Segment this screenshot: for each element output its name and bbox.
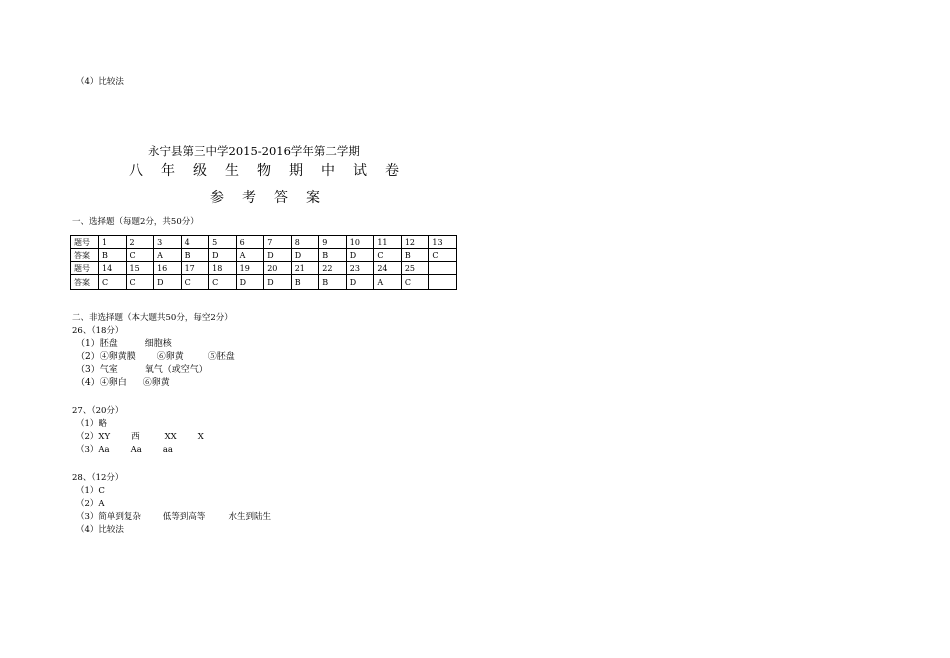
table-row (71, 249, 457, 262)
table-cell: 19 (236, 262, 264, 275)
table-cell (429, 275, 457, 290)
answer-text: X (197, 432, 204, 442)
row-label: 答案 (71, 275, 99, 290)
q26-title: 26、（18分） (72, 326, 124, 336)
choice-answer-table (70, 235, 457, 290)
answer-text: （2）A (76, 499, 105, 509)
table-cell: 3 (154, 236, 182, 249)
answer-text: aa (162, 445, 173, 455)
answer-text: 西 (131, 432, 140, 442)
table-cell: 21 (291, 262, 319, 275)
answer-text: 水生到陆生 (228, 512, 271, 522)
table-cell: 15 (126, 262, 154, 275)
table-cell: C (401, 275, 429, 290)
answer-text: 细胞核 (144, 339, 172, 349)
table-cell: 20 (264, 262, 292, 275)
table-cell: C (374, 249, 402, 262)
table-cell: 14 (99, 262, 127, 275)
q27-line-3 (76, 445, 173, 455)
exam-title: 八年级生物期中试卷 (129, 163, 417, 179)
table-cell: 10 (346, 236, 374, 249)
q26-line-3 (76, 365, 208, 375)
table-cell: 2 (126, 236, 154, 249)
table-cell: 23 (346, 262, 374, 275)
school-line: 永宁县第三中学2015-2016学年第二学期 (148, 144, 360, 158)
table-cell: B (181, 249, 209, 262)
table-cell: 12 (401, 236, 429, 249)
answer-subtitle: 参考答案 (210, 190, 338, 206)
table-row (71, 275, 457, 290)
table-cell: 8 (291, 236, 319, 249)
table-cell: C (181, 275, 209, 290)
answer-text: （3）气室 (76, 365, 118, 375)
table-cell: D (154, 275, 182, 290)
table-cell: D (209, 249, 237, 262)
table-cell: D (264, 249, 292, 262)
table-cell: B (401, 249, 429, 262)
q27-title: 27、（20分） (72, 406, 124, 416)
answer-text: （2）XY (76, 432, 111, 442)
answer-text: ⑥卵黄 (156, 352, 184, 362)
answer-text: ⑤胚盘 (207, 352, 235, 362)
table-cell: 11 (374, 236, 402, 249)
table-cell: D (236, 275, 264, 290)
table-cell: D (346, 249, 374, 262)
table-cell: C (209, 275, 237, 290)
row-label: 答案 (71, 249, 99, 262)
table-cell: C (429, 249, 457, 262)
table-cell: D (291, 249, 319, 262)
answer-text: （2）④卵黄膜 (76, 352, 136, 362)
q27-line-1 (76, 419, 107, 429)
answer-text: （3）Aa (76, 445, 110, 455)
answer-text: 低等到高等 (162, 512, 206, 522)
answer-text: ⑥卵黄 (142, 378, 170, 388)
table-cell: B (319, 249, 347, 262)
table-cell: D (264, 275, 292, 290)
row-label: 题号 (71, 262, 99, 275)
table-cell: 16 (154, 262, 182, 275)
table-cell: 22 (319, 262, 347, 275)
table-cell: 7 (264, 236, 292, 249)
table-cell: C (126, 249, 154, 262)
table-cell: 9 (319, 236, 347, 249)
table-cell: C (99, 275, 127, 290)
table-cell: 4 (181, 236, 209, 249)
table-cell: 6 (236, 236, 264, 249)
table-cell (429, 262, 457, 275)
row-label: 题号 (71, 236, 99, 249)
q28-title: 28、（12分） (72, 473, 124, 483)
answer-text: （3）简单到复杂 (76, 512, 141, 522)
table-cell: C (126, 275, 154, 290)
table-cell: 17 (181, 262, 209, 275)
table-cell: 1 (99, 236, 127, 249)
q28-line-4 (76, 525, 124, 535)
q27-line-2 (76, 432, 204, 442)
table-cell: 18 (209, 262, 237, 275)
answer-text: （1）略 (76, 419, 107, 429)
table-row (71, 262, 457, 275)
table-cell: 25 (401, 262, 429, 275)
table-cell: 5 (209, 236, 237, 249)
top-note: （4）比较法 (76, 77, 124, 87)
answer-text: Aa (130, 445, 142, 455)
table-cell: B (291, 275, 319, 290)
answer-text: 氧气（或空气） (144, 365, 208, 375)
table-cell: A (154, 249, 182, 262)
q26-line-1 (76, 339, 172, 349)
q26-line-2 (76, 352, 235, 362)
answer-text: （4）④卵白 (76, 378, 127, 388)
table-cell: A (374, 275, 402, 290)
answer-text: （1）胚盘 (76, 339, 118, 349)
table-cell: D (346, 275, 374, 290)
answer-text: （1）C (76, 486, 105, 496)
table-cell: B (99, 249, 127, 262)
section1-heading: 一、选择题（每题2分，共50分） (72, 217, 199, 227)
answer-text: XX (164, 432, 177, 442)
answer-text: （4）比较法 (76, 525, 124, 535)
table-row (71, 236, 457, 249)
q28-line-3 (76, 512, 271, 522)
section2-heading: 二、非选择题（本大题共50分，每空2分） (72, 313, 233, 323)
q28-line-1 (76, 486, 105, 496)
q28-line-2 (76, 499, 105, 509)
table-cell: 13 (429, 236, 457, 249)
table-cell: 24 (374, 262, 402, 275)
table-cell: A (236, 249, 264, 262)
table-cell: B (319, 275, 347, 290)
q26-line-4 (76, 378, 170, 388)
